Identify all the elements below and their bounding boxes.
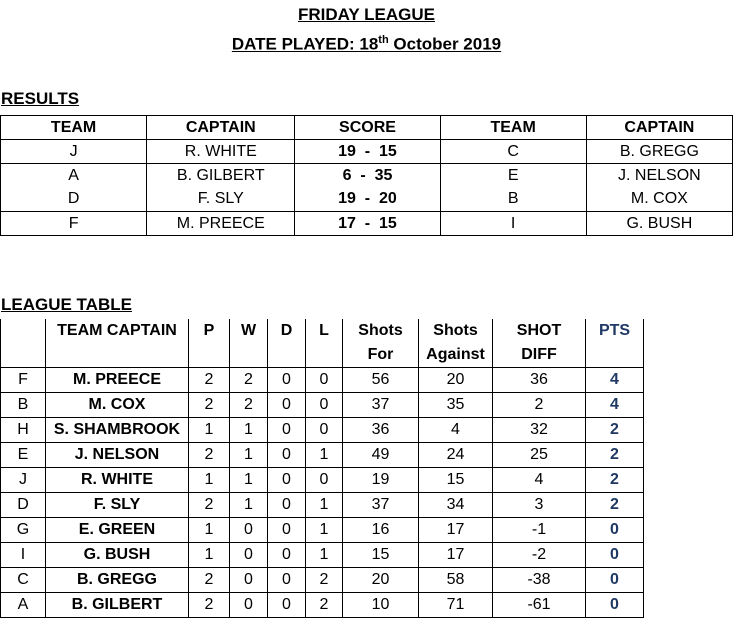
won-cell: 2 xyxy=(230,393,268,418)
league-row xyxy=(1,543,644,568)
played-cell: 2 xyxy=(189,593,230,618)
result-row xyxy=(1,140,733,164)
captain-cell: B. GILBERT xyxy=(147,164,295,188)
team-captain-cell: F. SLY xyxy=(46,493,189,518)
column-header-pts: PTS xyxy=(586,319,644,343)
shots-against-cell: 15 xyxy=(419,468,493,493)
captain-cell: F. SLY xyxy=(147,188,295,212)
team-cell: D xyxy=(1,188,147,212)
won-cell: 2 xyxy=(230,368,268,393)
played-cell: 2 xyxy=(189,368,230,393)
drawn-cell: 0 xyxy=(268,418,306,443)
won-cell: 0 xyxy=(230,568,268,593)
league-row xyxy=(1,443,644,468)
league-header-row-1 xyxy=(1,319,644,343)
played-cell: 1 xyxy=(189,543,230,568)
column-header-shots-for-2: For xyxy=(343,343,419,368)
lost-cell: 0 xyxy=(306,393,343,418)
drawn-cell: 0 xyxy=(268,543,306,568)
column-header-p: P xyxy=(189,319,230,343)
points-cell: 0 xyxy=(586,593,644,618)
result-row xyxy=(1,212,733,236)
team-cell: I xyxy=(440,212,586,236)
page-title: FRIDAY LEAGUE xyxy=(298,5,435,24)
column-header-l: L xyxy=(306,319,343,343)
team-letter-cell: C xyxy=(1,568,46,593)
shots-for-cell: 15 xyxy=(343,543,419,568)
drawn-cell: 0 xyxy=(268,593,306,618)
column-header-d: D xyxy=(268,319,306,343)
shots-for-cell: 37 xyxy=(343,493,419,518)
lost-cell: 1 xyxy=(306,543,343,568)
results-table xyxy=(0,115,733,236)
shot-diff-cell: 2 xyxy=(493,393,586,418)
team-captain-cell: R. WHITE xyxy=(46,468,189,493)
league-row xyxy=(1,518,644,543)
shots-against-cell: 24 xyxy=(419,443,493,468)
drawn-cell: 0 xyxy=(268,568,306,593)
drawn-cell: 0 xyxy=(268,468,306,493)
column-header-shots-for: Shots xyxy=(343,319,419,343)
won-cell: 0 xyxy=(230,518,268,543)
team-captain-cell: M. COX xyxy=(46,393,189,418)
shots-against-cell: 71 xyxy=(419,593,493,618)
league-row xyxy=(1,418,644,443)
lost-cell: 1 xyxy=(306,443,343,468)
shots-for-cell: 36 xyxy=(343,418,419,443)
drawn-cell: 0 xyxy=(268,518,306,543)
team-letter-header xyxy=(1,319,46,343)
lost-cell: 2 xyxy=(306,568,343,593)
league-row xyxy=(1,593,644,618)
column-header-shots-against: Shots xyxy=(419,319,493,343)
shots-against-cell: 4 xyxy=(419,418,493,443)
won-cell: 1 xyxy=(230,418,268,443)
drawn-cell: 0 xyxy=(268,393,306,418)
captain-cell: G. BUSH xyxy=(586,212,732,236)
shot-diff-cell: -61 xyxy=(493,593,586,618)
date-played xyxy=(0,34,733,55)
column-header-shot-diff: SHOT xyxy=(493,319,586,343)
drawn-cell: 0 xyxy=(268,368,306,393)
column-header: CAPTAIN xyxy=(147,116,295,140)
team-cell: F xyxy=(68,214,79,232)
column-header-shots-against-2: Against xyxy=(419,343,493,368)
won-cell: 0 xyxy=(230,593,268,618)
column-header-shot-diff-2: DIFF xyxy=(493,343,586,368)
date-suffix: th xyxy=(378,34,389,46)
result-row xyxy=(1,188,733,212)
shots-against-cell: 34 xyxy=(419,493,493,518)
played-cell: 2 xyxy=(189,393,230,418)
shots-against-cell: 35 xyxy=(419,393,493,418)
team-captain-cell: M. PREECE xyxy=(46,368,189,393)
shot-diff-cell: 4 xyxy=(493,468,586,493)
team-captain-cell: S. SHAMBROOK xyxy=(46,418,189,443)
team-letter-cell: I xyxy=(1,543,46,568)
team-letter-cell: F xyxy=(1,368,46,393)
team-cell: J xyxy=(1,140,147,164)
column-header: TEAM xyxy=(1,116,147,140)
lost-cell: 0 xyxy=(306,368,343,393)
league-row xyxy=(1,493,644,518)
points-cell: 2 xyxy=(586,493,644,518)
results-heading: RESULTS xyxy=(1,89,80,108)
lost-cell: 1 xyxy=(306,493,343,518)
league-header-row-2 xyxy=(1,343,644,368)
shots-for-cell: 16 xyxy=(343,518,419,543)
team-letter-cell: H xyxy=(1,418,46,443)
won-cell: 0 xyxy=(230,543,268,568)
shots-for-cell: 10 xyxy=(343,593,419,618)
captain-cell: M. COX xyxy=(586,188,732,212)
result-row xyxy=(1,164,733,188)
score-cell: 17 - 15 xyxy=(295,212,440,236)
results-header-row xyxy=(1,116,733,140)
captain-cell: B. GREGG xyxy=(586,140,732,164)
shots-against-cell: 17 xyxy=(419,518,493,543)
team-letter-cell: A xyxy=(1,593,46,618)
won-cell: 1 xyxy=(230,493,268,518)
won-cell: 1 xyxy=(230,468,268,493)
points-cell: 2 xyxy=(586,418,644,443)
column-header-captain-blank xyxy=(46,343,189,368)
points-cell: 0 xyxy=(586,568,644,593)
team-letter-cell: B xyxy=(1,393,46,418)
shot-diff-cell: -38 xyxy=(493,568,586,593)
column-header: SCORE xyxy=(295,116,440,140)
shots-for-cell: 19 xyxy=(343,468,419,493)
team-captain-cell: B. GREGG xyxy=(46,568,189,593)
league-table-heading: LEAGUE TABLE xyxy=(1,295,132,314)
captain-cell: M. PREECE xyxy=(147,212,295,236)
column-header: CAPTAIN xyxy=(586,116,732,140)
shot-diff-cell: -2 xyxy=(493,543,586,568)
drawn-cell: 0 xyxy=(268,443,306,468)
played-cell: 1 xyxy=(189,518,230,543)
column-header-blank xyxy=(306,343,343,368)
shots-for-cell: 56 xyxy=(343,368,419,393)
played-cell: 1 xyxy=(189,468,230,493)
points-cell: 0 xyxy=(586,518,644,543)
team-captain-cell: B. GILBERT xyxy=(46,593,189,618)
team-letter-header xyxy=(1,343,46,368)
column-header-blank xyxy=(268,343,306,368)
captain-cell: J. NELSON xyxy=(586,164,732,188)
date-rest: October 2019 xyxy=(388,34,502,54)
shots-against-cell: 58 xyxy=(419,568,493,593)
points-cell: 4 xyxy=(586,393,644,418)
points-cell: 0 xyxy=(586,543,644,568)
league-row xyxy=(1,368,644,393)
date-label: DATE PLAYED: 18 xyxy=(231,34,379,54)
shots-against-cell: 20 xyxy=(419,368,493,393)
team-cell: B xyxy=(440,188,586,212)
team-cell: A xyxy=(68,166,79,184)
points-cell: 2 xyxy=(586,468,644,493)
played-cell: 1 xyxy=(189,418,230,443)
shots-for-cell: 37 xyxy=(343,393,419,418)
points-cell: 2 xyxy=(586,443,644,468)
team-letter-cell: G xyxy=(1,518,46,543)
column-header-w: W xyxy=(230,319,268,343)
shot-diff-cell: 36 xyxy=(493,368,586,393)
team-letter-cell: D xyxy=(1,493,46,518)
lost-cell: 0 xyxy=(306,418,343,443)
column-header-pts-blank xyxy=(586,343,644,368)
team-captain-cell: J. NELSON xyxy=(46,443,189,468)
score-cell: 6 - 35 xyxy=(295,164,440,188)
shot-diff-cell: 25 xyxy=(493,443,586,468)
shot-diff-cell: 3 xyxy=(493,493,586,518)
team-captain-cell: E. GREEN xyxy=(46,518,189,543)
points-cell: 4 xyxy=(586,368,644,393)
played-cell: 2 xyxy=(189,493,230,518)
drawn-cell: 0 xyxy=(268,493,306,518)
column-header-captain: TEAM CAPTAIN xyxy=(46,319,189,343)
played-cell: 2 xyxy=(189,443,230,468)
score-cell: 19 - 20 xyxy=(295,188,440,212)
column-header-blank xyxy=(189,343,230,368)
played-cell: 2 xyxy=(189,568,230,593)
shots-for-cell: 20 xyxy=(343,568,419,593)
lost-cell: 1 xyxy=(306,518,343,543)
shots-for-cell: 49 xyxy=(343,443,419,468)
shots-against-cell: 17 xyxy=(419,543,493,568)
captain-cell: R. WHITE xyxy=(147,140,295,164)
score-cell: 19 - 15 xyxy=(295,140,440,164)
league-row xyxy=(1,568,644,593)
shot-diff-cell: -1 xyxy=(493,518,586,543)
column-header: TEAM xyxy=(440,116,586,140)
league-table xyxy=(0,319,644,618)
league-row xyxy=(1,393,644,418)
team-cell: C xyxy=(440,140,586,164)
team-letter-cell: J xyxy=(1,468,46,493)
team-letter-cell: E xyxy=(1,443,46,468)
lost-cell: 0 xyxy=(306,468,343,493)
league-row xyxy=(1,468,644,493)
shot-diff-cell: 32 xyxy=(493,418,586,443)
team-captain-cell: G. BUSH xyxy=(46,543,189,568)
won-cell: 1 xyxy=(230,443,268,468)
column-header-blank xyxy=(230,343,268,368)
team-cell: E xyxy=(440,164,586,188)
lost-cell: 2 xyxy=(306,593,343,618)
